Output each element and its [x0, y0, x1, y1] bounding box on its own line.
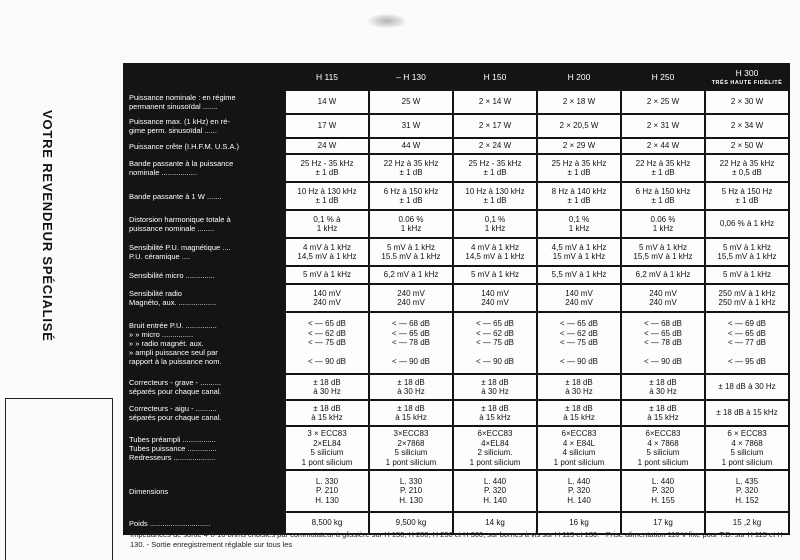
spec-value: 22 Hz à 35 kHz ± 0,5 dB: [705, 154, 789, 182]
spec-value: 6,2 mV à 1 kHz: [369, 266, 453, 284]
spec-value: 25 Hz à 35 kHz ± 1 dB: [537, 154, 621, 182]
spec-value: 240 mV 240 mV: [369, 284, 453, 312]
spec-row: [124, 138, 789, 154]
spec-value: 3×ECC83 2×7868 5 silicium 1 pont silicium: [369, 426, 453, 470]
spec-value: 0.06 % 1 kHz: [369, 210, 453, 238]
spec-label: Sensibilité P.U. magnétique .... P.U. céramique ....: [124, 238, 285, 266]
spec-row: [124, 312, 789, 374]
spec-row: [124, 238, 789, 266]
spec-row: [124, 266, 789, 284]
spec-value: 2 × 14 W: [453, 90, 537, 114]
spec-value: 0,1 % à 1 kHz: [285, 210, 369, 238]
spec-value: ± 18 dB à 30 Hz: [705, 374, 789, 400]
spec-label: Distorsion harmonique totale à puissance nominale ........: [124, 210, 285, 238]
spec-label: Correcteurs - grave - .......... séparés pour chaque canal.: [124, 374, 285, 400]
spec-value: 2 × 34 W: [705, 114, 789, 138]
spec-label: Poids .............................: [124, 512, 285, 534]
spec-value: 3 × ECC83 2×EL84 5 silicium 1 pont silicium: [285, 426, 369, 470]
spec-value: 16 kg: [537, 512, 621, 534]
spec-value: 140 mV 240 mV: [453, 284, 537, 312]
spec-value: 0.06 % 1 kHz: [621, 210, 705, 238]
spec-label: Sensibilité radio Magnéto, aux. ..................: [124, 284, 285, 312]
spec-value: 15 ,2 kg: [705, 512, 789, 534]
spec-value: 4 mV à 1 kHz 14,5 mV à 1 kHz: [453, 238, 537, 266]
spec-value: ± 18 dB à 30 Hz: [537, 374, 621, 400]
retailer-label: VOTRE REVENDEUR SPÉCIALISÉ: [40, 110, 55, 342]
spec-value: 5 mV à 1 kHz: [453, 266, 537, 284]
spec-value: < — 65 dB < — 62 dB < — 75 dB < — 90 dB: [537, 312, 621, 374]
spec-value: 14 kg: [453, 512, 537, 534]
spec-row: [124, 154, 789, 182]
spec-value: 2 × 31 W: [621, 114, 705, 138]
spec-value: 4,5 mV à 1 kHz 15 mV à 1 kHz: [537, 238, 621, 266]
spec-value: 6,2 mV à 1 kHz: [621, 266, 705, 284]
spec-value: ± 18 dB à 30 Hz: [369, 374, 453, 400]
model-header: [369, 64, 453, 91]
retailer-stamp-box: [5, 398, 113, 560]
spec-value: 10 Hz à 130 kHz ± 1 dB: [453, 182, 537, 210]
spec-label: Correcteurs - aigu - .......... séparés pour chaque canal.: [124, 400, 285, 426]
spec-value: 240 mV 240 mV: [621, 284, 705, 312]
spec-label: Sensibilité micro ..............: [124, 266, 285, 284]
specifications-table: [123, 63, 790, 535]
spec-value: L. 435 P. 320 H. 152: [705, 470, 789, 512]
model-header: [705, 64, 789, 91]
spec-value: ± 18 dB à 15 kHz: [369, 400, 453, 426]
spec-value: 4 mV à 1 kHz 14,5 mV à 1 kHz: [285, 238, 369, 266]
model-header: [537, 64, 621, 91]
spec-value: 0,1 % 1 kHz: [453, 210, 537, 238]
spec-value: ± 18 dB à 15 kHz: [537, 400, 621, 426]
spec-value: < — 68 dB < — 65 dB < — 78 dB < — 90 dB: [369, 312, 453, 374]
spec-row: [124, 426, 789, 470]
spec-row: [124, 470, 789, 512]
model-name: H 300: [735, 67, 759, 78]
model-header: [285, 64, 369, 91]
spec-value: 2 × 25 W: [621, 90, 705, 114]
spec-label: Tubes préampli ................ Tubes puissance .............. Redresseurs ....................: [124, 426, 285, 470]
spec-value: 2 × 29 W: [537, 138, 621, 154]
spec-value: 2 × 44 W: [621, 138, 705, 154]
spec-value: 17 W: [285, 114, 369, 138]
spec-rows: [124, 90, 789, 534]
model-header-row: [124, 64, 789, 91]
spec-value: ± 18 dB à 30 Hz: [285, 374, 369, 400]
spec-label: Bande passante à la puissance nominale .................: [124, 154, 285, 182]
spec-value: 5,5 mV à 1 kHz: [537, 266, 621, 284]
header-corner: [124, 64, 285, 91]
spec-value: L. 330 P. 210 H. 130: [285, 470, 369, 512]
scan-smudge: [368, 14, 406, 28]
spec-value: 25 W: [369, 90, 453, 114]
spec-value: 8 Hz à 140 kHz ± 1 dB: [537, 182, 621, 210]
spec-value: 24 W: [285, 138, 369, 154]
spec-value: 250 mV à 1 kHz 250 mV à 1 kHz: [705, 284, 789, 312]
model-name: H 150: [483, 71, 507, 82]
spec-value: 2 × 50 W: [705, 138, 789, 154]
spec-value: 6×ECC83 4×EL84 2 silicium. 1 pont silicium: [453, 426, 537, 470]
spec-value: L. 440 P. 320 H. 140: [453, 470, 537, 512]
spec-value: 25 Hz - 35 kHz ± 1 dB: [453, 154, 537, 182]
spec-value: 9,500 kg: [369, 512, 453, 534]
spec-value: 140 mV 240 mV: [285, 284, 369, 312]
model-header: [453, 64, 537, 91]
spec-value: 25 Hz - 35 kHz ± 1 dB: [285, 154, 369, 182]
spec-value: ± 18 dB à 15 kHz: [285, 400, 369, 426]
spec-value: 6×ECC83 4 × E84L 4 silicium 1 pont silicium: [537, 426, 621, 470]
spec-value: < — 69 dB < — 65 dB < — 77 dB < — 95 dB: [705, 312, 789, 374]
spec-row: [124, 374, 789, 400]
spec-label: Bruit entrée P.U. ............... » » micro ............... » » radio magnét. aux. » ampli puissance seul par rapport à la puissance nom.: [124, 312, 285, 374]
spec-row: [124, 400, 789, 426]
spec-value: 2 × 17 W: [453, 114, 537, 138]
spec-value: 0,06 % à 1 kHz: [705, 210, 789, 238]
spec-value: L. 440 P. 320 H. 140: [537, 470, 621, 512]
spec-label: Puissance nominale : en régime permanent sinusoïdal .......: [124, 90, 285, 114]
spec-value: ± 18 dB à 15 kHz: [453, 400, 537, 426]
spec-value: 2 × 24 W: [453, 138, 537, 154]
spec-value: 5 Hz à 150 Hz ± 1 dB: [705, 182, 789, 210]
spec-value: L. 330 P. 210 H. 130: [369, 470, 453, 512]
spec-value: 140 mV 240 mV: [537, 284, 621, 312]
spec-row: [124, 210, 789, 238]
spec-value: < — 65 dB < — 62 dB < — 75 dB < — 90 dB: [453, 312, 537, 374]
spec-value: 5 mV à 1 kHz 15.5 mV à 1 kHz: [369, 238, 453, 266]
spec-row: [124, 284, 789, 312]
spec-value: L. 440 P. 320 H. 155: [621, 470, 705, 512]
model-name: H 115: [315, 71, 339, 82]
spec-value: 6 × ECC83 4 × 7868 5 silicium 1 pont silicium: [705, 426, 789, 470]
spec-value: 31 W: [369, 114, 453, 138]
spec-label: Dimensions: [124, 470, 285, 512]
spec-value: ± 18 dB à 15 kHz: [621, 400, 705, 426]
model-name: – H 130: [396, 71, 426, 82]
spec-value: 10 Hz à 130 kHz ± 1 dB: [285, 182, 369, 210]
spec-value: 5 mV à 1 kHz: [285, 266, 369, 284]
spec-value: 44 W: [369, 138, 453, 154]
model-subtitle: TRÈS HAUTE FIDÉLITÉ: [711, 79, 783, 86]
spec-value: 6 Hz à 150 kHz ± 1 dB: [621, 182, 705, 210]
spec-value: 2 × 20,5 W: [537, 114, 621, 138]
spec-value: < — 65 dB < — 62 dB < — 75 dB < — 90 dB: [285, 312, 369, 374]
spec-value: 14 W: [285, 90, 369, 114]
spec-value: 22 Hz à 35 kHz ± 1 dB: [369, 154, 453, 182]
spec-value: 0,1 % 1 kHz: [537, 210, 621, 238]
spec-value: < — 68 dB < — 65 dB < — 78 dB < — 90 dB: [621, 312, 705, 374]
footnote: Impédances de sortie 4-8-16 ohms choisies par commutateur à glissière sur H 150, H 200, H 250 et H 300, sur bornes à vis sur H 115 et 130. - Prise alimentation 110 V fixe pour T.D. sur H 115 et H 130. - Sortie enregistrement réglable sur tous les: [130, 530, 783, 549]
spec-value: 6 Hz à 150 kHz ± 1 dB: [369, 182, 453, 210]
spec-label: Puissance max. (1 kHz) en ré- gime perm. sinusoïdal ......: [124, 114, 285, 138]
spec-value: 5 mV à 1 kHz 15,5 mV à 1 kHz: [705, 238, 789, 266]
spec-value: 6×ECC83 4 × 7868 5 silicium 1 pont silicium: [621, 426, 705, 470]
spec-row: [124, 114, 789, 138]
spec-value: ± 18 dB à 15 kHz: [705, 400, 789, 426]
spec-value: 2 × 30 W: [705, 90, 789, 114]
spec-row: [124, 90, 789, 114]
model-name: H 250: [651, 71, 675, 82]
model-name: H 200: [567, 71, 591, 82]
spec-row: [124, 182, 789, 210]
spec-label: Puissance crête (I.H.F.M. U.S.A.): [124, 138, 285, 154]
spec-label: Bande passante à 1 W .......: [124, 182, 285, 210]
spec-value: 5 mV à 1 kHz 15,5 mV à 1 kHz: [621, 238, 705, 266]
spec-value: 17 kg: [621, 512, 705, 534]
model-header: [621, 64, 705, 91]
spec-value: ± 18 dB à 30 Hz: [621, 374, 705, 400]
spec-value: ± 18 dB à 30 Hz: [453, 374, 537, 400]
spec-value: 8,500 kg: [285, 512, 369, 534]
spec-value: 5 mV à 1 kHz: [705, 266, 789, 284]
spec-value: 2 × 18 W: [537, 90, 621, 114]
spec-value: 22 Hz à 35 kHz ± 1 dB: [621, 154, 705, 182]
